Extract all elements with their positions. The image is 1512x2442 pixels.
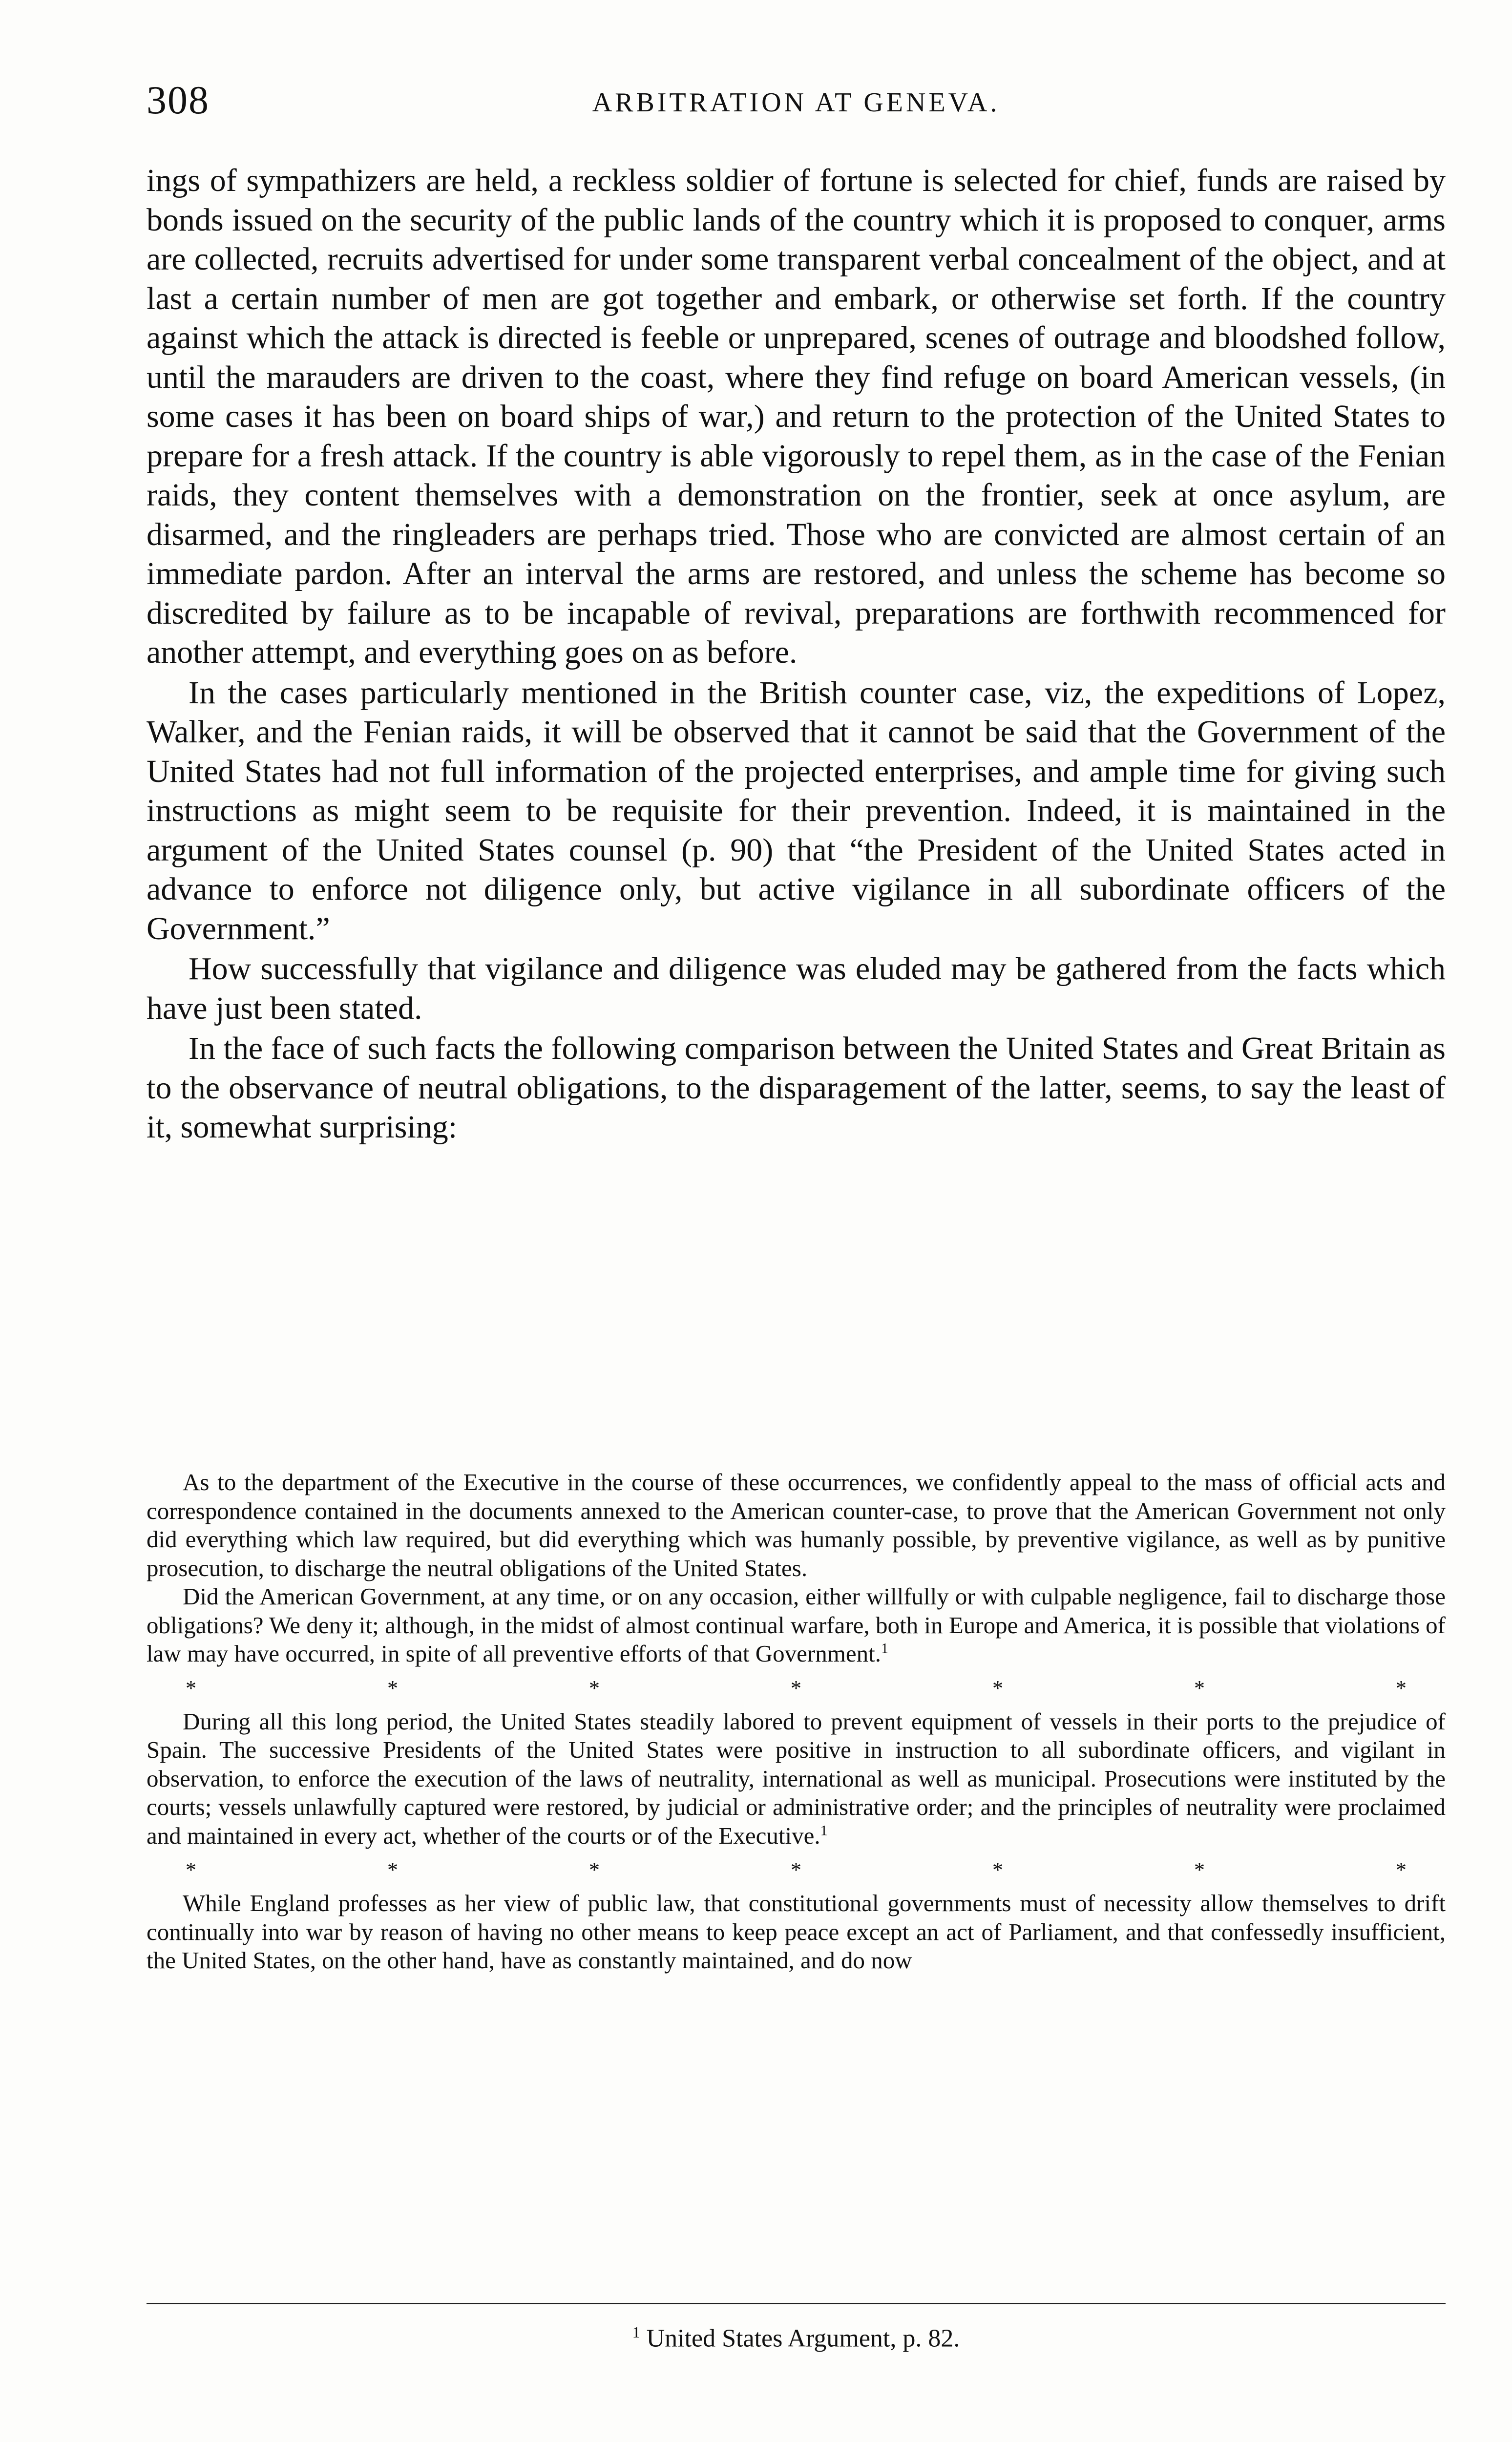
running-head: ARBITRATION AT GENEVA. — [592, 87, 1000, 118]
star: * — [1194, 1676, 1205, 1700]
star: * — [1194, 1858, 1205, 1882]
ellipsis-stars — [147, 1671, 1446, 1705]
main-text — [147, 161, 1446, 1147]
star: * — [387, 1858, 398, 1882]
quote-text: During all this long period, the United States steadily labored to prevent equipment of vessels in their ports to the prejudice of Spain. The successive Presidents of the United States were positive in instruction to all subordinate officers, and vigilant in observation, to enforce the execution of the laws of neutrality, international as well as municipal. Prosecutions were instituted by the courts; vessels unlawfully captured were restored, by judicial or administrative order; and the principles of neutrality were proclaimed and maintained in every act, whether of the courts or of the Executive. — [147, 1707, 1446, 1849]
star: * — [186, 1858, 196, 1882]
page-number: 308 — [147, 78, 210, 122]
star: * — [791, 1676, 801, 1700]
star: * — [1396, 1858, 1407, 1882]
star: * — [589, 1676, 600, 1700]
star: * — [186, 1676, 196, 1700]
star: * — [589, 1858, 600, 1882]
star: * — [992, 1858, 1003, 1882]
footnote-reference: 1 — [881, 1640, 888, 1657]
footnote-text: United States Argument, p. 82. — [646, 2324, 960, 2353]
paragraph-continued: ings of sympathizers are held, a reckless soldier of fortune is selected for chief, funds are raised by bonds issued on the security of the public lands of the country which it is proposed to conquer, arms are collected, recruits advertised for under some transparent verbal concealment of the object, and at last a certain number of men are got together and embark, or otherwise set forth. If the country against which the attack is directed is feeble or unprepared, scenes of outrage and bloodshed follow, until the marauders are driven to the coast, where they find refuge on board American vessels, (in some cases it has been on board ships of war,) and return to the protection of the United States to prepare for a fresh attack. If the country is able vigorously to repel them, as in the case of the Fenian raids, they content themselves with a demonstration on the frontier, seek at once asylum, are disarmed, and the ringleaders are perhaps tried. Those who are convicted are almost certain of an immediate pardon. After an interval the arms are restored, and unless the scheme has become so discredited by failure as to be incapable of revival, preparations are forthwith recommenced for another attempt, and everything goes on as before. — [147, 163, 1446, 670]
star: * — [791, 1858, 801, 1882]
quote-paragraph — [147, 1582, 1446, 1668]
footnote-divider — [147, 2303, 1446, 2304]
block-quotation — [147, 1468, 1446, 1975]
footnote-marker: 1 — [632, 2323, 640, 2341]
footnote-reference: 1 — [820, 1822, 828, 1839]
quote-text: Did the American Government, at any time, or on any occasion, either willfully or with culpable negligence, fail to discharge those obligations? We deny it; although, in the midst of almost continual warfare, both in Europe and America, it is possible that violations of law may have occurred, in spite of all preventive efforts of that Government. — [147, 1583, 1446, 1667]
quote-paragraph: As to the department of the Executive in the course of these occurrences, we confidently appeal to the mass of official acts and correspondence contained in the documents annexed to the American counter-case, to prove that the American Government not only did everything which law required, but did everything which was humanly possible, by preventive vigilance, as well as by punitive prosecution, to discharge the neutral obligations of the United States. — [147, 1469, 1446, 1581]
paragraph-comparison-intro: In the face of such facts the following comparison between the United States and Great Britain as to the observance of neutral obligations, to the disparagement of the latter, seems, to say the least of it, somewhat surprising: — [147, 1031, 1446, 1145]
quote-paragraph — [147, 1707, 1446, 1851]
footnote — [147, 2315, 1446, 2356]
ellipsis-stars — [147, 1853, 1446, 1887]
star: * — [1396, 1676, 1407, 1700]
star: * — [387, 1676, 398, 1700]
quote-paragraph: While England professes as her view of public law, that constitutional governments must of necessity allow themselves to drift continually into war by reason of having no other means to keep peace except an act of Parliament, and that confessedly insufficient, the United States, on the other hand, have as constantly maintained, and do now — [147, 1890, 1446, 1974]
page-header — [147, 73, 1446, 127]
paragraph-vigilance-eluded: How successfully that vigilance and diligence was eluded may be gathered from the facts which have just been stated. — [147, 951, 1446, 1026]
paragraph-british-counter-case: In the cases particularly mentioned in the British counter case, viz, the expeditions of Lopez, Walker, and the Fenian raids, it will be observed that it cannot be said that the Government of the United States had not full information of the projected enterprises, and ample time for giving such instructions as might seem to be requisite for their prevention. Indeed, it is maintained in the argument of the United States counsel (p. 90) that “the President of the United States acted in advance to enforce not diligence only, but active vigilance in all subordinate officers of the Government.” — [147, 674, 1446, 947]
star: * — [992, 1676, 1003, 1700]
